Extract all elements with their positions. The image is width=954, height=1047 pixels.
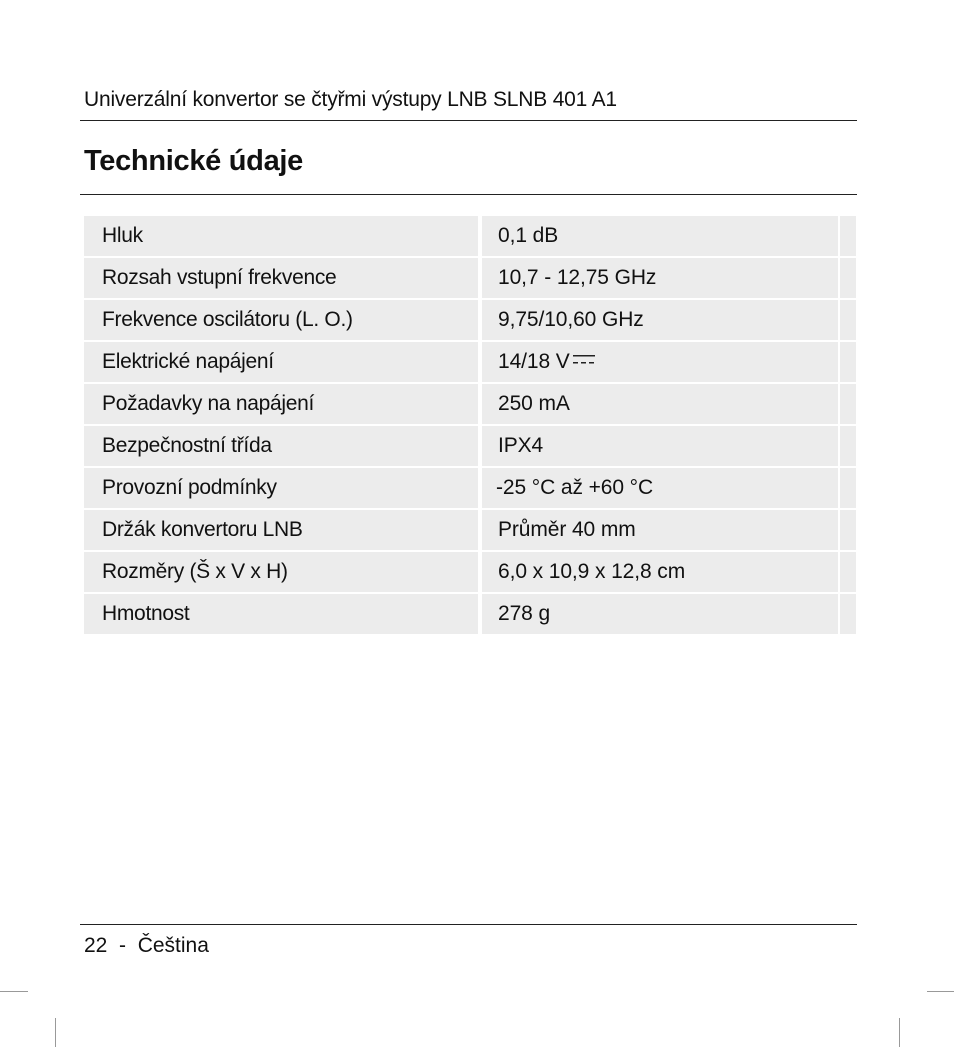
table-row [84, 342, 856, 382]
crop-mark [899, 1018, 900, 1047]
table-row [84, 258, 856, 298]
spec-value: 278 g [482, 594, 856, 634]
page-footer: 22 - Čeština [84, 934, 209, 957]
spec-label: Požadavky na napájení [84, 384, 478, 424]
spec-label: Provozní podmínky [84, 468, 478, 508]
spec-label: Držák konvertoru LNB [84, 510, 478, 550]
spec-value: 14/18 V [482, 342, 856, 382]
spec-table [84, 216, 856, 636]
spec-value: 6,0 x 10,9 x 12,8 cm [482, 552, 856, 592]
title-rule [80, 194, 857, 195]
spec-label: Rozměry (Š x V x H) [84, 552, 478, 592]
table-row [84, 468, 856, 508]
spec-label: Hmotnost [84, 594, 478, 634]
spec-label: Hluk [84, 216, 478, 256]
spec-value: 10,7 - 12,75 GHz [482, 258, 856, 298]
spec-value: -25 °C až +60 °C [482, 468, 856, 508]
table-row [84, 300, 856, 340]
table-row [84, 216, 856, 256]
footer-rule [80, 924, 857, 925]
spec-value: 9,75/10,60 GHz [482, 300, 856, 340]
dc-voltage-icon [573, 355, 595, 365]
spec-value: Průměr 40 mm [482, 510, 856, 550]
table-row [84, 594, 856, 634]
spec-value: IPX4 [482, 426, 856, 466]
spec-label: Bezpečnostní třída [84, 426, 478, 466]
crop-mark [0, 991, 28, 992]
header-rule [80, 120, 857, 121]
crop-mark [55, 1018, 56, 1047]
running-header: Univerzální konvertor se čtyřmi výstupy LNB SLNB 401 A1 [84, 88, 617, 111]
spec-label: Frekvence oscilátoru (L. O.) [84, 300, 478, 340]
spec-value: 0,1 dB [482, 216, 856, 256]
spec-label: Rozsah vstupní frekvence [84, 258, 478, 298]
table-row [84, 384, 856, 424]
crop-mark [927, 991, 954, 992]
table-row [84, 510, 856, 550]
spec-value: 250 mA [482, 384, 856, 424]
table-row [84, 552, 856, 592]
spec-label: Elektrické napájení [84, 342, 478, 382]
section-title: Technické údaje [84, 145, 303, 177]
table-row [84, 426, 856, 466]
